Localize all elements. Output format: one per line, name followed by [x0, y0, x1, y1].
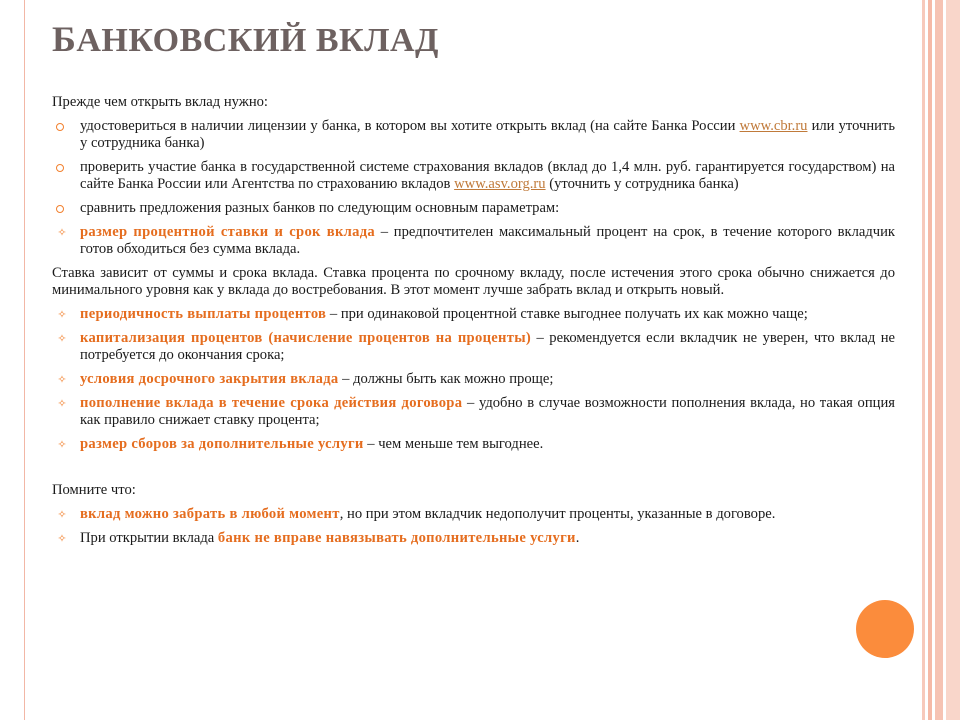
- check-text: сравнить предложения разных банков по следующим основным параметрам:: [80, 200, 560, 216]
- remember-highlight: банк не вправе навязывать дополнительные услуги: [217, 530, 576, 546]
- check-item: [52, 200, 895, 217]
- diamond-bullet-icon: ✧: [57, 532, 67, 545]
- param-text: – при одинаковой процентной ставке выгоднее получать их как можно чаще;: [326, 306, 808, 322]
- param-highlight: пополнение вклада в течение срока действия договора: [80, 395, 463, 411]
- param-item: [52, 436, 895, 453]
- param-text: – должны быть как можно проще;: [338, 371, 554, 387]
- decor-circle: [856, 600, 914, 658]
- param-item: [52, 306, 895, 323]
- decor-stripe: [928, 0, 932, 720]
- param-text: – предпочтителен максимальный процент на срок, в течение которого вкладчик готов обходиться без сумма вклада.: [80, 224, 895, 257]
- remember-highlight: вклад можно забрать в любой момент: [80, 506, 340, 522]
- remember-heading: Помните что:: [52, 482, 136, 498]
- remember-text-after: , но при этом вкладчик недополучит проценты, указанные в договоре.: [339, 506, 776, 522]
- circle-bullet-icon: [56, 164, 64, 172]
- decor-stripe: [946, 0, 960, 720]
- diamond-bullet-icon: ✧: [57, 397, 67, 410]
- check-item: [52, 159, 895, 193]
- check-text: удостовериться в наличии лицензии у банка, в котором вы хотите открыть вклад (на сайте Банка России: [80, 118, 740, 134]
- decor-stripe: [922, 0, 925, 720]
- slide-content: [52, 94, 895, 554]
- intro-text: Прежде чем открыть вклад нужно:: [52, 94, 268, 110]
- diamond-bullet-icon: ✧: [57, 438, 67, 451]
- title-rest: АНКОВСКИЙ ВКЛАД: [76, 22, 439, 59]
- decor-stripe: [935, 0, 943, 720]
- spacer: [52, 460, 895, 482]
- param-item: [52, 224, 895, 258]
- remember-text-after: .: [575, 530, 580, 546]
- param-text: – чем меньше тем выгоднее.: [363, 436, 544, 452]
- circle-bullet-icon: [56, 123, 64, 131]
- param-text: – удобно в случае возможности пополнения вклада, но такая опция как правило снижает ставку процента;: [80, 395, 895, 428]
- asv-link[interactable]: www.asv.org.ru: [454, 176, 546, 192]
- check-text-after: (уточнить у сотрудника банка): [545, 176, 739, 192]
- param-text: – рекомендуется если вкладчик не уверен, что вклад не потребуется до окончания срока;: [80, 330, 895, 363]
- param-highlight: размер процентной ставки и срок вклада: [80, 224, 376, 240]
- param-highlight: периодичность выплаты процентов: [80, 306, 327, 322]
- rate-paragraph: Ставка зависит от суммы и срока вклада. Ставка процента по срочному вкладу, после истечения этого срока обычно снижается до минимального уровня как у вклада до востребования. В этот момент лучше забрать вклад и открыть новый.: [52, 265, 895, 298]
- diamond-bullet-icon: ✧: [57, 332, 67, 345]
- diamond-bullet-icon: ✧: [57, 373, 67, 386]
- check-text: проверить участие банка в государственной системе страхования вкладов (вклад до 1,4 млн. руб. гарантируется государством) на сайте Банка России или Агентства по страхованию вкладов: [80, 159, 895, 192]
- title-first-letter: Б: [52, 19, 77, 59]
- remember-item: [52, 530, 895, 547]
- param-highlight: капитализация процентов (начисление процентов на проценты): [80, 330, 532, 346]
- check-item: [52, 118, 895, 152]
- param-item: [52, 330, 895, 364]
- diamond-bullet-icon: ✧: [57, 508, 67, 521]
- param-highlight: условия досрочного закрытия вклада: [80, 371, 339, 387]
- check-text-after: или уточнить у сотрудника банка): [80, 118, 896, 151]
- param-item: [52, 395, 895, 429]
- diamond-bullet-icon: ✧: [57, 308, 67, 321]
- remember-item: [52, 506, 895, 523]
- param-highlight: размер сборов за дополнительные услуги: [80, 436, 364, 452]
- left-border-line: [24, 0, 25, 720]
- slide-title: [52, 18, 439, 60]
- param-item: [52, 371, 895, 388]
- circle-bullet-icon: [56, 205, 64, 213]
- cbr-link[interactable]: www.cbr.ru: [739, 118, 808, 134]
- remember-text-before: При открытии вклада: [80, 530, 218, 546]
- diamond-bullet-icon: ✧: [57, 226, 67, 239]
